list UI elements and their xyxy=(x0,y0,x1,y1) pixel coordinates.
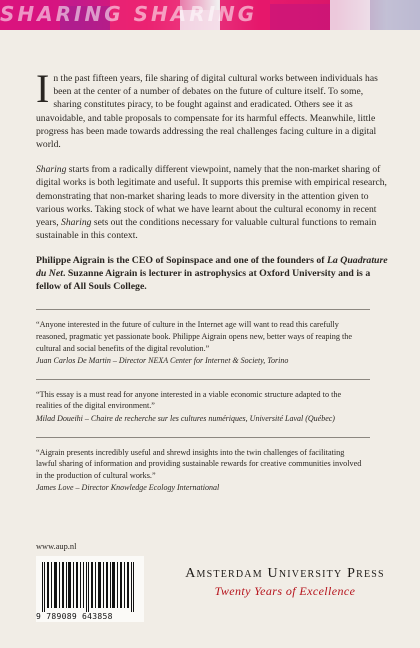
bio-text-a: Philippe Aigrain is the CEO of Sopinspace and one of the founders of xyxy=(36,255,327,267)
decorative-banner xyxy=(0,0,420,30)
description-text-a: starts from a radically different viewpoint, namely that the non-market sharing of digital works is both legitimate and useful. It supports this premise with empirical research, demonstrating that non-market sharing leads to more diversity in the attention given to various works. Taking stock of what we have learnt about the cultural economy in recent years, xyxy=(36,164,387,229)
publisher-name: Amsterdam University Press xyxy=(185,566,385,581)
isbn-number: 9 789089 643858 xyxy=(36,612,113,621)
quote-text: “Anyone interested in the future of culture in the Internet age will want to read this carefully reasoned, pragmatic yet passionate book. Philippe Aigrain opens new, better ways of reaping the cultural and social benefits of the digital revolution.” xyxy=(36,320,352,353)
endorsement-quote xyxy=(36,447,366,494)
intro-paragraph xyxy=(36,66,392,151)
intro-text: n the past fifteen years, file sharing of digital cultural works between individuals has been at the center of a number of debates on the future of culture itself. To some, sharing constitutes piracy, to be fought against and eradicated. Others see it as unavoidable, and table proposals to compensate for its harmful effects. Meanwhile, little progress has been made towards addressing the real challenges facing culture in a digital world. xyxy=(36,73,378,151)
author-bio xyxy=(36,254,392,293)
quote-attribution: James Love – Director Knowledge Ecology International xyxy=(36,483,220,493)
quote-attribution: Juan Carlos De Martin – Director NEXA Center for Internet & Society, Torino xyxy=(36,356,289,366)
quote-text: “Aigrain presents incredibly useful and shrewd insights into the twin challenges of facilitating lawful sharing of information and providing sustainable rewards for creative communities involved in the production of cultural works.” xyxy=(36,447,362,480)
endorsement-quote xyxy=(36,389,366,425)
barcode-bars xyxy=(40,562,140,612)
banner-text: SHARING SHARING xyxy=(0,2,258,26)
divider xyxy=(36,437,370,438)
book-title-ref-2: Sharing xyxy=(61,217,92,229)
book-title-ref: Sharing xyxy=(36,164,67,176)
endorsement-quote xyxy=(36,319,366,366)
quote-attribution: Milad Doueihi – Chaire de recherche sur les cultures numériques, Université Laval (Québec) xyxy=(36,414,335,423)
divider xyxy=(36,309,370,310)
bio-org-name: La Quadrature du Net xyxy=(36,255,388,280)
back-cover-text xyxy=(36,66,392,494)
publisher-url: www.aup.nl xyxy=(36,542,77,551)
quote-text: “This essay is a must read for anyone interested in a viable economic structure adapted to the realities of the digital environment.” xyxy=(36,389,342,411)
description-text-b: sets out the conditions necessary for valuable cultural functions to remain sustainable in this context. xyxy=(36,217,377,242)
drop-cap: I xyxy=(36,66,50,111)
description-paragraph xyxy=(36,163,392,242)
bio-text-b: . Suzanne Aigrain is lecturer in astrophysics at Oxford University and is a fellow of All Souls College. xyxy=(36,268,371,293)
divider xyxy=(36,379,370,380)
publisher-tagline: Twenty Years of Excellence xyxy=(214,584,356,598)
